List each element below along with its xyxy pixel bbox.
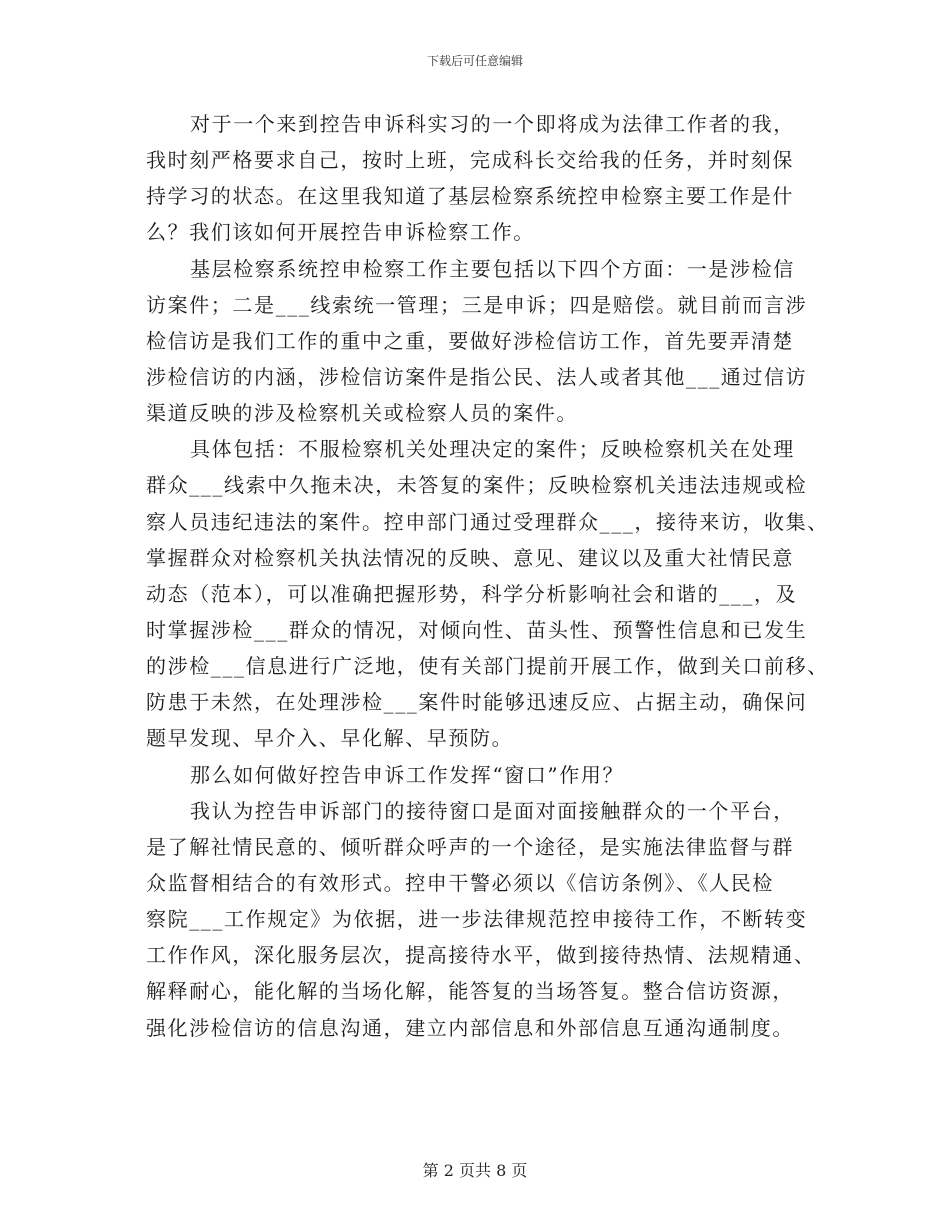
paragraph-line: 持学习的状态。在这里我知道了基层检察系统控申检察主要工作是什 <box>146 184 794 209</box>
paragraph-line: 题早发现、早介入、早化解、早预防。 <box>146 726 514 751</box>
paragraph-line: 对于一个来到控告申诉科实习的一个即将成为法律工作者的我， <box>190 112 795 136</box>
paragraph-line: 访案件；二是___线索统一管理；三是申诉；四是赔偿。就目前而言涉 <box>146 292 808 317</box>
paragraph-line: 涉检信访的内涵，涉检信访案件是指公民、法人或者其他___通过信访 <box>146 364 808 389</box>
paragraph-line: 解释耐心，能化解的当场化解，能答复的当场答复。整合信访资源， <box>146 979 794 1004</box>
paragraph-line: 众监督相结合的有效形式。控申干警必须以《信访条例》、《人民检 <box>146 870 774 895</box>
paragraph-line: 么？我们该如何开展控告申诉检察工作。 <box>146 220 535 245</box>
document-body <box>146 106 829 1046</box>
paragraph-line: 检信访是我们工作的重中之重，要做好涉检信访工作，首先要弄清楚 <box>146 328 794 353</box>
paragraph-line: 工作作风，深化服务层次，提高接待水平，做到接待热情、法规精通、 <box>146 943 816 968</box>
paragraph-line: 时掌握涉检___群众的情况，对倾向性、苗头性、预警性信息和已发生 <box>146 617 808 642</box>
paragraph-line: 动态（范本），可以准确把握形势，科学分析影响社会和谐的___，及 <box>146 581 798 606</box>
page-footer-number: 第 2 页共 8 页 <box>422 1161 528 1180</box>
paragraph-line: 掌握群众对检察机关执法情况的反映、意见、建议以及重大社情民意 <box>146 545 794 570</box>
paragraph-line: 是了解社情民意的、倾听群众呼声的一个途径，是实施法律监督与群 <box>146 834 794 859</box>
paragraph-line: 具体包括：不服检察机关处理决定的案件；反映检察机关在处理 <box>190 437 795 462</box>
paragraph-line: 渠道反映的涉及检察机关或检察人员的案件。 <box>146 401 578 426</box>
page-header-note: 下载后可任意编辑 <box>426 54 523 68</box>
paragraph-line: 察院___工作规定》为依据，进一步法律规范控申接待工作，不断转变 <box>146 907 808 932</box>
paragraph-line: 我时刻严格要求自己，按时上班，完成科长交给我的任务，并时刻保 <box>146 148 794 173</box>
paragraph-line: 察人员违纪违法的案件。控申部门通过受理群众___，接待来访，收集、 <box>146 509 829 534</box>
paragraph-line: 我认为控告申诉部门的接待窗口是面对面接触群众的一个平台， <box>190 798 795 823</box>
paragraph-line: 强化涉检信访的信息沟通，建立内部信息和外部信息互通沟通制度。 <box>146 1015 794 1040</box>
paragraph-line: 的涉检___信息进行广泛地，使有关部门提前开展工作，做到关口前移、 <box>146 654 829 679</box>
paragraph-line: 基层检察系统控申检察工作主要包括以下四个方面：一是涉检信 <box>190 256 795 281</box>
paragraph-line: 防患于未然，在处理涉检___案件时能够迅速反应、占据主动，确保问 <box>146 690 808 715</box>
paragraph-line: 那么如何做好控告申诉工作发挥“窗口”作用？ <box>190 762 625 787</box>
paragraph-line: 群众___线索中久拖未决，未答复的案件；反映检察机关违法违规或检 <box>146 473 808 498</box>
